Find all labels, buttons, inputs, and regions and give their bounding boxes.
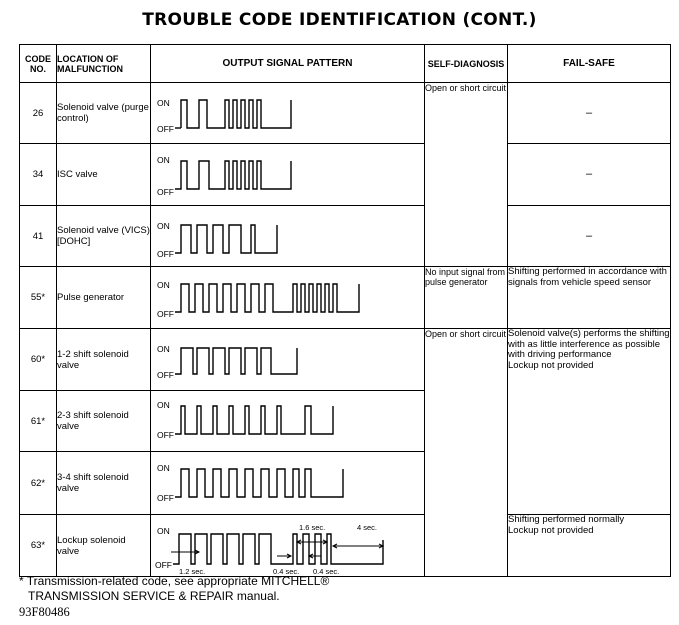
off-label: OFF [157,429,174,440]
signal-waveform [151,268,425,328]
location-cell: Solenoid valve (purge control) [57,83,151,144]
fail-safe-cell: – [508,206,671,267]
fail-safe-cell: – [508,144,671,206]
self-diagnosis-cell [425,144,508,206]
page-title: TROUBLE CODE IDENTIFICATION (CONT.) [142,10,537,30]
timing-label: 4 sec. [357,522,378,532]
fail-safe-text: Lockup not provided [508,359,594,371]
code-cell: 55* [20,267,57,329]
off-label: OFF [157,123,174,134]
self-diagnosis-cell [425,515,508,577]
on-label: ON [157,220,170,231]
footnote-line: TRANSMISSION SERVICE & REPAIR manual. [28,589,280,603]
signal-waveform [151,392,425,451]
signal-pattern-cell [151,267,425,329]
location-cell: ISC valve [57,144,151,206]
self-diagnosis-cell: Open or short circuit [425,83,508,144]
table-row [20,83,671,144]
off-label: OFF [157,186,174,197]
signal-waveform [151,453,425,514]
off-label: OFF [157,248,174,259]
on-label: ON [157,399,170,410]
self-diagnosis-cell [425,391,508,452]
on-label: ON [157,343,170,354]
table-row [20,267,671,329]
signal-waveform [151,207,425,266]
location-cell: Solenoid valve (VICS) [DOHC] [57,206,151,267]
location-cell: Pulse generator [57,267,151,329]
figure-id: 93F80486 [19,605,70,619]
off-label: OFF [157,492,174,503]
code-cell: 41 [20,206,57,267]
signal-pattern-cell [151,452,425,515]
table-row [20,206,671,267]
on-label: ON [157,97,170,108]
timing-label: 1.2 sec. [179,566,206,576]
timing-label: 0.4 sec. [273,566,300,576]
header-self-diagnosis: SELF-DIAGNOSIS [425,45,508,83]
on-label: ON [157,154,170,165]
self-diagnosis-cell [425,206,508,267]
code-cell: 61* [20,391,57,452]
footnote [19,574,329,604]
signal-waveform [151,145,425,205]
header-code: CODE NO. [20,45,57,83]
signal-pattern-cell [151,391,425,452]
off-label: OFF [155,559,172,570]
code-cell: 60* [20,329,57,391]
code-cell: 34 [20,144,57,206]
signal-pattern-cell [151,515,425,577]
footnote-line: * Transmission-related code, see appropriate MITCHELL® [19,574,330,588]
signal-waveform [151,330,425,390]
fail-safe-cell: – [508,83,671,144]
table-row [20,329,671,391]
table-row [20,515,671,577]
location-cell: 2-3 shift solenoid valve [57,391,151,452]
timing-label: 1.6 sec. [299,522,326,532]
header-signal: OUTPUT SIGNAL PATTERN [151,45,425,83]
location-cell: Lockup solenoid valve [57,515,151,577]
code-cell: 26 [20,83,57,144]
header-location: LOCATION OF MALFUNCTION [57,45,151,83]
self-diagnosis-cell: No input signal from pulse generator [425,267,508,329]
fail-safe-text: Shifting performed normally [508,514,625,525]
off-label: OFF [157,369,174,380]
on-label: ON [157,279,170,290]
self-diagnosis-cell [425,452,508,515]
table-row [20,144,671,206]
fail-safe-cell: Shifting performed in accordance with signals from vehicle speed sensor [508,267,671,329]
on-label: ON [157,462,170,473]
code-cell: 62* [20,452,57,515]
on-label: ON [157,525,170,536]
signal-waveform [151,84,425,143]
fail-safe-text: Lockup not provided [508,524,594,536]
trouble-code-table [19,44,671,577]
fail-safe-cell [508,329,671,515]
timing-label: 0.4 sec. [313,566,340,576]
signal-pattern-cell [151,329,425,391]
location-cell: 1-2 shift solenoid valve [57,329,151,391]
code-cell: 63* [20,515,57,577]
signal-pattern-cell [151,206,425,267]
fail-safe-cell [508,515,671,577]
self-diagnosis-cell: Open or short circuit [425,329,508,391]
off-label: OFF [157,308,174,319]
table-header-row [20,45,671,83]
signal-pattern-cell [151,83,425,144]
signal-pattern-cell [151,144,425,206]
signal-waveform [151,516,425,576]
location-cell: 3-4 shift solenoid valve [57,452,151,515]
fail-safe-text: Solenoid valve(s) performs the shifting with as little interference as possible with driving performance [508,328,670,360]
header-fail-safe: FAIL-SAFE [508,45,671,83]
